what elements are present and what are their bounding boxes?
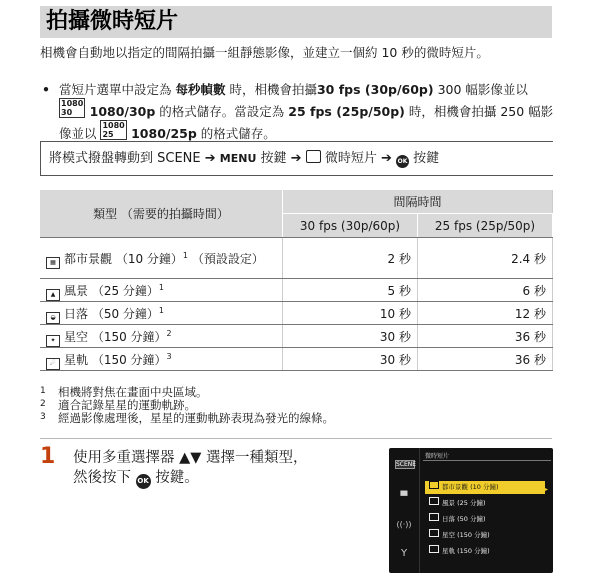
camera-menu-screen bbox=[389, 448, 553, 573]
table-row: ✦ 星空 （150 分鐘）$^2$ 30 秒 36 秒 bbox=[40, 325, 553, 348]
fps30-column-header: 30 fps (30p/60p) bbox=[283, 214, 418, 238]
bullet-dot: • bbox=[42, 82, 50, 97]
interval-table bbox=[40, 190, 553, 371]
sunset-scene-icon: ◒ bbox=[46, 312, 60, 324]
page-title: 拍攝微時短片 bbox=[40, 6, 552, 38]
scene-tab-icon: SCENE bbox=[396, 461, 417, 468]
sunset-scene-icon bbox=[429, 513, 439, 521]
table-row: ▲ 風景 （25 分鐘）$^1$ 5 秒 6 秒 bbox=[40, 279, 553, 302]
footnotes bbox=[40, 385, 334, 424]
movie-format-1080-25p-icon: 1080 25 bbox=[102, 121, 125, 139]
section-divider bbox=[40, 438, 552, 439]
camera-menu-item[interactable]: 星軌 (150 分鐘) bbox=[425, 545, 545, 558]
time-lapse-icon bbox=[306, 150, 321, 163]
step-instruction: 使用多重選擇器 ▲▼ 選擇一種類型， 然後按下 OK 按鍵。 bbox=[73, 448, 373, 489]
camera-menu-item[interactable]: 風景 (25 分鐘) bbox=[425, 497, 545, 510]
ok-button-icon: OK bbox=[396, 155, 409, 168]
landscape-scene-icon: ▲ bbox=[46, 289, 60, 301]
wireless-tab-icon: ((·)) bbox=[396, 520, 412, 529]
camera-menu-item[interactable]: 都市景觀 (10 分鐘) bbox=[425, 481, 545, 494]
movie-format-1080-30p-icon: 1080 30 bbox=[61, 99, 84, 117]
step-number: 1 bbox=[40, 444, 56, 469]
table-row: ▦ 都市景觀 （10 分鐘）$^1$ （預設設定） 2 秒 2.4 秒 bbox=[40, 238, 553, 279]
city-scene-icon: ▦ bbox=[46, 257, 60, 269]
scroll-indicator-icon: ▸ bbox=[545, 486, 549, 493]
camera-menu-item[interactable]: 日落 (50 分鐘) bbox=[425, 513, 545, 526]
camera-title-divider bbox=[423, 460, 551, 461]
type-column-header: 類型 （需要的拍攝時間） bbox=[40, 190, 283, 238]
camera-menu-title: 微時短片 bbox=[425, 453, 450, 460]
footnote: 2 適合記錄星星的運動軌跡。 bbox=[40, 398, 196, 412]
movie-tab-icon: ▀ bbox=[400, 492, 408, 502]
fps-note bbox=[42, 82, 554, 142]
menu-button-label: MENU bbox=[219, 152, 257, 165]
star-trails-scene-icon: ☄ bbox=[46, 358, 60, 370]
footnote: 3 經過影像處理後，星星的運動軌跡表現為發光的線條。 bbox=[40, 411, 334, 425]
camera-sidebar bbox=[389, 448, 420, 573]
ok-button-icon: OK bbox=[136, 474, 151, 489]
night-sky-scene-icon bbox=[429, 529, 439, 537]
night-sky-scene-icon: ✦ bbox=[46, 335, 60, 347]
star-trails-scene-icon bbox=[429, 545, 439, 553]
frame-rate-setting-label: 每秒幀數 bbox=[175, 82, 226, 97]
setup-tab-icon: Y bbox=[400, 548, 408, 559]
table-row: ◒ 日落 （50 分鐘）$^1$ 10 秒 12 秒 bbox=[40, 302, 553, 325]
interval-column-header: 間隔時間 bbox=[283, 190, 553, 214]
landscape-scene-icon bbox=[429, 497, 439, 505]
camera-menu-item[interactable]: 星空 (150 分鐘) bbox=[425, 529, 545, 542]
fps-note-text: 當短片選單中設定為 每秒幀數 時，相機會拍攝30 fps (30p/60p) 300 幅影像並以 1080 30 1080/30p 的格式儲存。當設定為 25 fps (25p/50p) 時，相機會拍攝 250 幅影像並以 1080 25 1080/25p 的格式儲存。 bbox=[59, 82, 554, 141]
fps25-column-header: 25 fps (25p/50p) bbox=[418, 214, 553, 238]
procedure-box: 將模式撥盤轉動到 SCENE ➔ MENU 按鍵 ➔ 微時短片 ➔ OK 按鍵 bbox=[40, 141, 553, 176]
intro-paragraph: 相機會自動地以指定的間隔拍攝一組靜態影像，並建立一個約 10 秒的微時短片。 bbox=[40, 45, 489, 60]
table-row: ☄ 星軌 （150 分鐘）$^3$ 30 秒 36 秒 bbox=[40, 348, 553, 371]
city-scene-icon bbox=[429, 481, 439, 489]
footnote: 1 相機將對焦在畫面中央區域。 bbox=[40, 385, 208, 399]
